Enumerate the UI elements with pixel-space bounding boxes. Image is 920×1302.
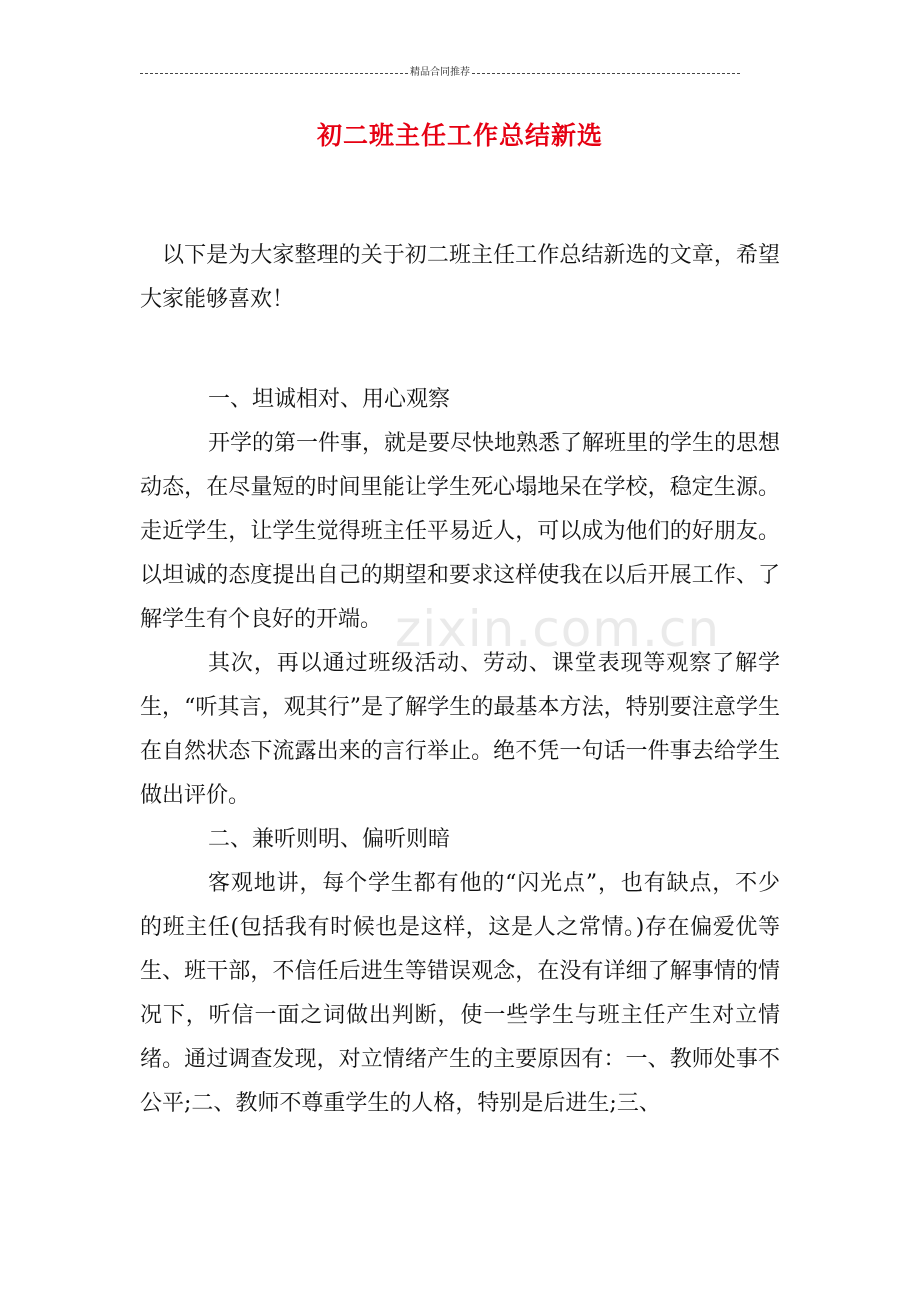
- section-heading-1: 一、坦诚相对、用心观察: [208, 387, 451, 412]
- page-header: [140, 66, 740, 80]
- intro-paragraph: 以下是为大家整理的关于初二班主任工作总结新选的文章，希望大家能够喜欢！: [140, 243, 780, 312]
- body-paragraph-1: 开学的第一件事，就是要尽快地熟悉了解班里的学生的思想动态，在尽量短的时间里能让学生死心塌地呆在学校，稳定生源。走近学生，让学生觉得班主任平易近人，可以成为他们的好朋友。以坦诚的态度提出自己的期望和要求这样使我在以后开展工作、了解学生有个良好的开端。: [140, 431, 781, 632]
- body-paragraph-2: 其次，再以通过班级活动、劳动、课堂表现等观察了解学生，“听其言，观其行”是了解学生的最基本方法，特别要注意学生在自然状态下流露出来的言行举止。绝不凭一句话一件事去给学生做出评价。: [140, 651, 780, 808]
- header-dash-left: [140, 73, 408, 74]
- watermark: zixin.com.cn: [395, 600, 721, 658]
- body-paragraph-3: 客观地讲，每个学生都有他的“闪光点”，也有缺点，不少的班主任(包括我有时候也是这样，这是人之常情。)存在偏爱优等生、班干部，不信任后进生等错误观念，在没有详细了解事情的情况下，听信一面之词做出判断，使一些学生与班主任产生对立情绪。通过调查发现，对立情绪产生的主要原因有：一、教师处事不公平;二、教师不尊重学生的人格，特别是后进生;三、: [140, 871, 780, 1116]
- document-body: [140, 378, 780, 1126]
- header-dash-right: [472, 73, 740, 74]
- header-label: 精品合同推荐: [410, 67, 470, 78]
- section-heading-2: 二、兼听则明、偏听则暗: [208, 827, 451, 852]
- document-title: 初二班主任工作总结新选: [316, 121, 603, 150]
